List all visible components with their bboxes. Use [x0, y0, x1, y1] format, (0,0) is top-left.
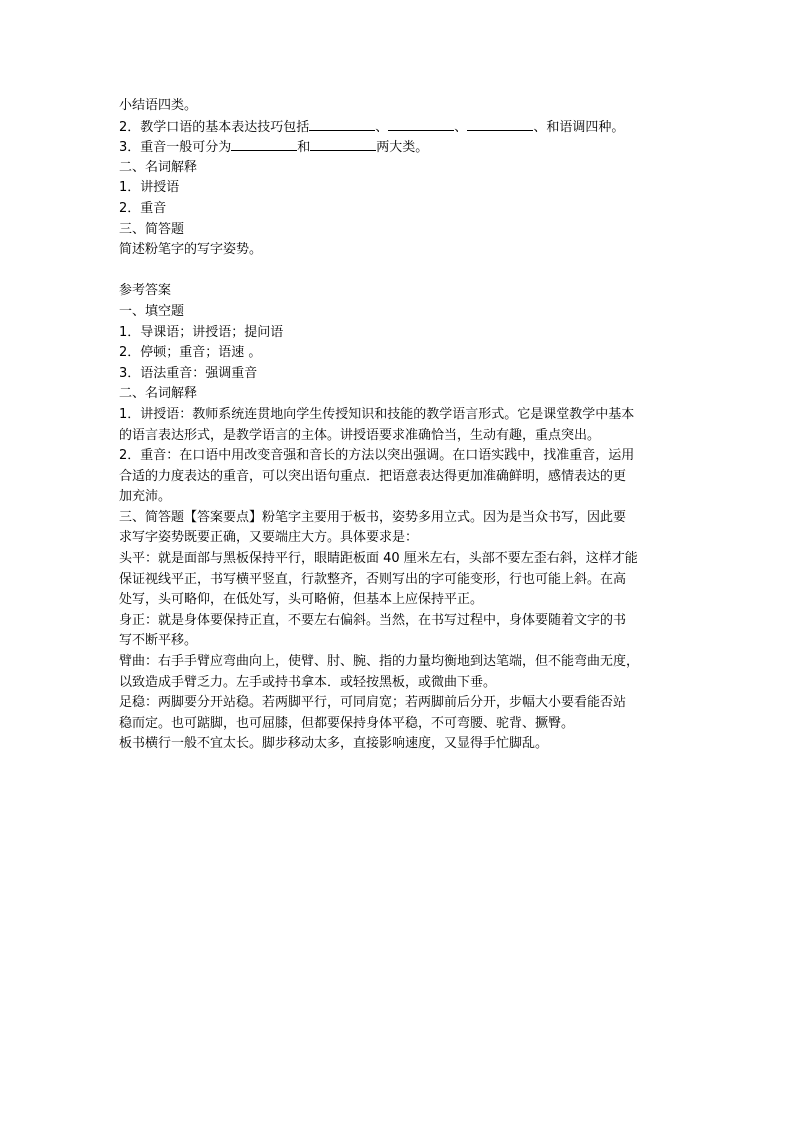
separator: 、: [454, 119, 468, 135]
text-line: 简述粉笔字的写字姿势。: [119, 242, 263, 258]
text-line: 足稳：两脚要分开站稳。若两脚平行，可同肩宽；若两脚前后分开，步幅大小要看能否站: [119, 695, 627, 711]
question-3-prefix: 3．重音一般可分为: [119, 140, 232, 156]
question-3-line: [119, 137, 679, 158]
document-page: [119, 96, 679, 755]
text-line: 头平：就是面部与黑板保持平行，眼睛距板面 40 厘米左右，头部不要左歪右斜，这样才能: [119, 551, 638, 567]
text-line: 写不断平移。: [119, 633, 198, 649]
text-line: 处写，头可略仰，在低处写，头可略俯，但基本上应保持平正。: [119, 592, 484, 608]
fill-blank: [310, 137, 376, 151]
section-heading: 一、填空题: [119, 303, 185, 319]
text-line: 身正：就是身体要保持正直，不要左右偏斜。当然，在书写过程中，身体要随着文字的书: [119, 612, 627, 628]
text-line: 稳而定。也可踮脚，也可屈膝，但都要保持身体平稳，不可弯腰、驼背、撅臀。: [119, 715, 575, 731]
blank-line: [119, 261, 679, 282]
answers-title: 参考答案: [119, 283, 172, 299]
text-line: 以致造成手臂乏力。左手或持书拿本．或轻按黑板，或微曲下垂。: [119, 674, 497, 690]
question-2-line: [119, 117, 679, 138]
text-line: 小结语四类。: [119, 98, 198, 113]
fill-blank: [309, 117, 375, 131]
separator: 、: [375, 119, 389, 135]
text-line: 3．语法重音：强调重音: [119, 365, 258, 381]
fill-blank: [231, 137, 297, 151]
section-heading: 二、名词解释: [119, 159, 198, 175]
fill-blank: [388, 117, 454, 131]
text-line: 合适的力度表达的重音，可以突出语句重点．把语意表达得更加准确鲜明，感情表达的更: [119, 468, 627, 484]
question-2-suffix: 、和语调四种。: [533, 119, 625, 135]
text-line: 板书横行一般不宜太长。脚步移动太多，直接影响速度，又显得手忙脚乱。: [119, 736, 549, 752]
text-line: 1．讲授语: [119, 180, 180, 196]
text-line: 加充沛。: [119, 489, 172, 505]
text-line: 2．重音：在口语中用改变音强和音长的方法以突出强调。在口语实践中，找准重音，运用: [119, 448, 635, 464]
text-line: 1．导课语；讲授语；提问语: [119, 324, 284, 340]
text-line: 臂曲：右手手臂应弯曲向上，使臂、肘、腕、指的力量均衡地到达笔端，但不能弯曲无度，: [119, 654, 640, 670]
fill-blank: [467, 117, 533, 131]
text-line: 2．停顿；重音；语速 。: [119, 345, 262, 361]
section-heading: 三、简答题: [119, 221, 185, 237]
text-line: 的语言表达形式，是教学语言的主体。讲授语要求准确恰当，生动有趣，重点突出。: [119, 427, 601, 443]
question-2-prefix: 2．教学口语的基本表达技巧包括: [119, 119, 310, 135]
text-line: 保证视线平正，书写横平竖直，行款整齐，否则写出的字可能变形，行也可能上斜。在高: [119, 571, 627, 587]
text-line: 2．重音: [119, 200, 167, 216]
question-3-mid: 和: [297, 140, 311, 156]
section-heading: 二、名词解释: [119, 386, 198, 402]
text-line: 三、简答题【答案要点】粉笔字主要用于板书，姿势多用立式。因为是当众书写，因此要: [119, 509, 627, 525]
question-3-suffix: 两大类。: [376, 140, 429, 156]
text-line: 1．讲授语：教师系统连贯地向学生传授知识和技能的教学语言形式。它是课堂教学中基本: [119, 406, 635, 422]
text-line: 求写字姿势既要正确，又要端庄大方。具体要求是：: [119, 530, 419, 546]
